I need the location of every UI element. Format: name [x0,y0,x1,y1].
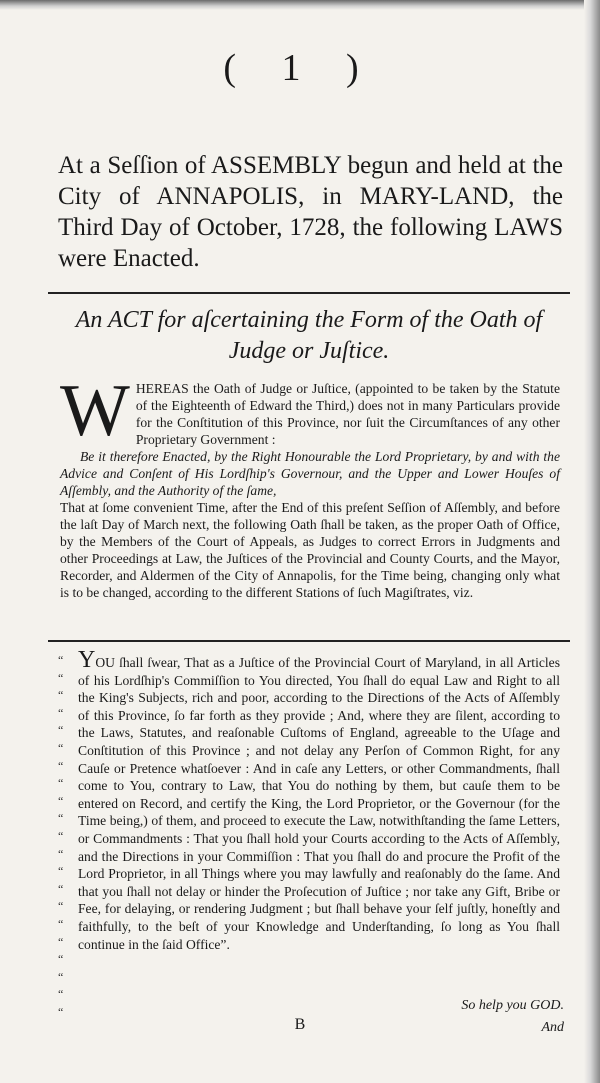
act-title [48,305,570,367]
act-title-line-2: Judge or Juſtice. [228,338,390,364]
signature-mark: B [294,1016,306,1033]
oath-body [78,647,560,953]
act-title-line-1: An ACT for aſcertaining the Form of the Oath of [75,307,543,333]
preamble-text: HEREAS the Oath of Judge or Juſtice, (appointed to be taken by the Statute of the Eighteenth of Edward the Third,) does not in many Particulars provide for the Conſtitution of this Province, nor ſuit the Circumſtances of any other Proprietary Government : [135,381,560,447]
session-heading: At a Seſſion of ASSEMBLY begun and held at the City of ANNAPOLIS, in MARY-LAND, the Third Day of October, 1728, the following LAWS were Enacted. [58,152,563,272]
scan-right-edge [584,0,600,1083]
closing-phrase: So help you GOD. [461,998,564,1013]
scan-top-edge [0,0,600,10]
page-number: ( 1 ) [223,47,377,89]
oath-quote-marks: “ “ “ “ “ “ “ “ “ “ “ “ “ “ “ “ “ “ “ “ “ [58,653,64,1019]
preamble-continuation: That at ſome convenient Time, after the End of this preſent Seſſion of Aſſembly, and before the laſt Day of March next, the following Oath ſhall be taken, as the proper Oath of Office, by the Members of the Court of Appeals, as Judges to correct Errors in Judgments and other Proceedings at Law, the Juſtices of the Provincial and County Courts, and the Mayor, Recorder, and Aldermen of the City of Annapolis, for the Time being, changing only what is to be changed, according to the different Stations of ſuch Magiſtrates, viz. [60,500,560,600]
preamble [60,370,560,601]
catchword: And [541,1020,564,1035]
heading-rule [48,292,570,294]
oath-initial: Y [78,647,96,673]
oath-rule [48,640,570,642]
enacting-clause: Be it therefore Enacted, by the Right Honourable the Lord Proprietary, by and with the Advice and Conſent of His Lordſhip's Governour, and the Upper and Lower Houſes of Aſſembly, and the Authority of the ſame, [60,449,560,498]
dropcap-letter: W [60,370,130,452]
oath-paragraph: OU ſhall ſwear, That as a Juſtice of the Provincial Court of Maryland, in all Articles of his Lordſhip's Commiſſion to You directed, You ſhall do equal Law and Right to all the King's Subjects, rich and poor, according to the Directions of the Acts of Aſſembly of this Province, ſo far forth as they provide ; And, where they are ſilent, according to the Laws, Statutes, and reaſonable Cuſtoms of England, agreeable to the Uſage and Conſtitution of this Province ; and not delay any Perſon of Common Right, for any Cauſe or Pretence whatſoever : And in caſe any Letters, or other Commandments, ſhall come to You, contrary to Law, that You do nothing by them, but cauſe them to be entered on Record, and certify the King, the Lord Proprietor, or the Governour (for the Time being,) of them, and proceed to execute the Law, notwithſtanding the ſame Letters, or Commandments : That you ſhall hold your Courts according to the Acts of Aſſembly, and the Directions in your Commiſſion : That you ſhall do and procure the Profit of the Lord Proprietor, in all Things where you may lawfully and reaſonably do the ſame. And that you ſhall not delay or hinder the Proſecution of Juſtice ; nor take any Gift, Bribe or Fee, for delaying, or rendering Judgment ; but ſhall behave your ſelf juſtly, honeſtly and faithfully, to the beſt of your Knowledge and Underſtanding, ſo long as You ſhall continue in the ſaid Office”. [78,655,560,952]
